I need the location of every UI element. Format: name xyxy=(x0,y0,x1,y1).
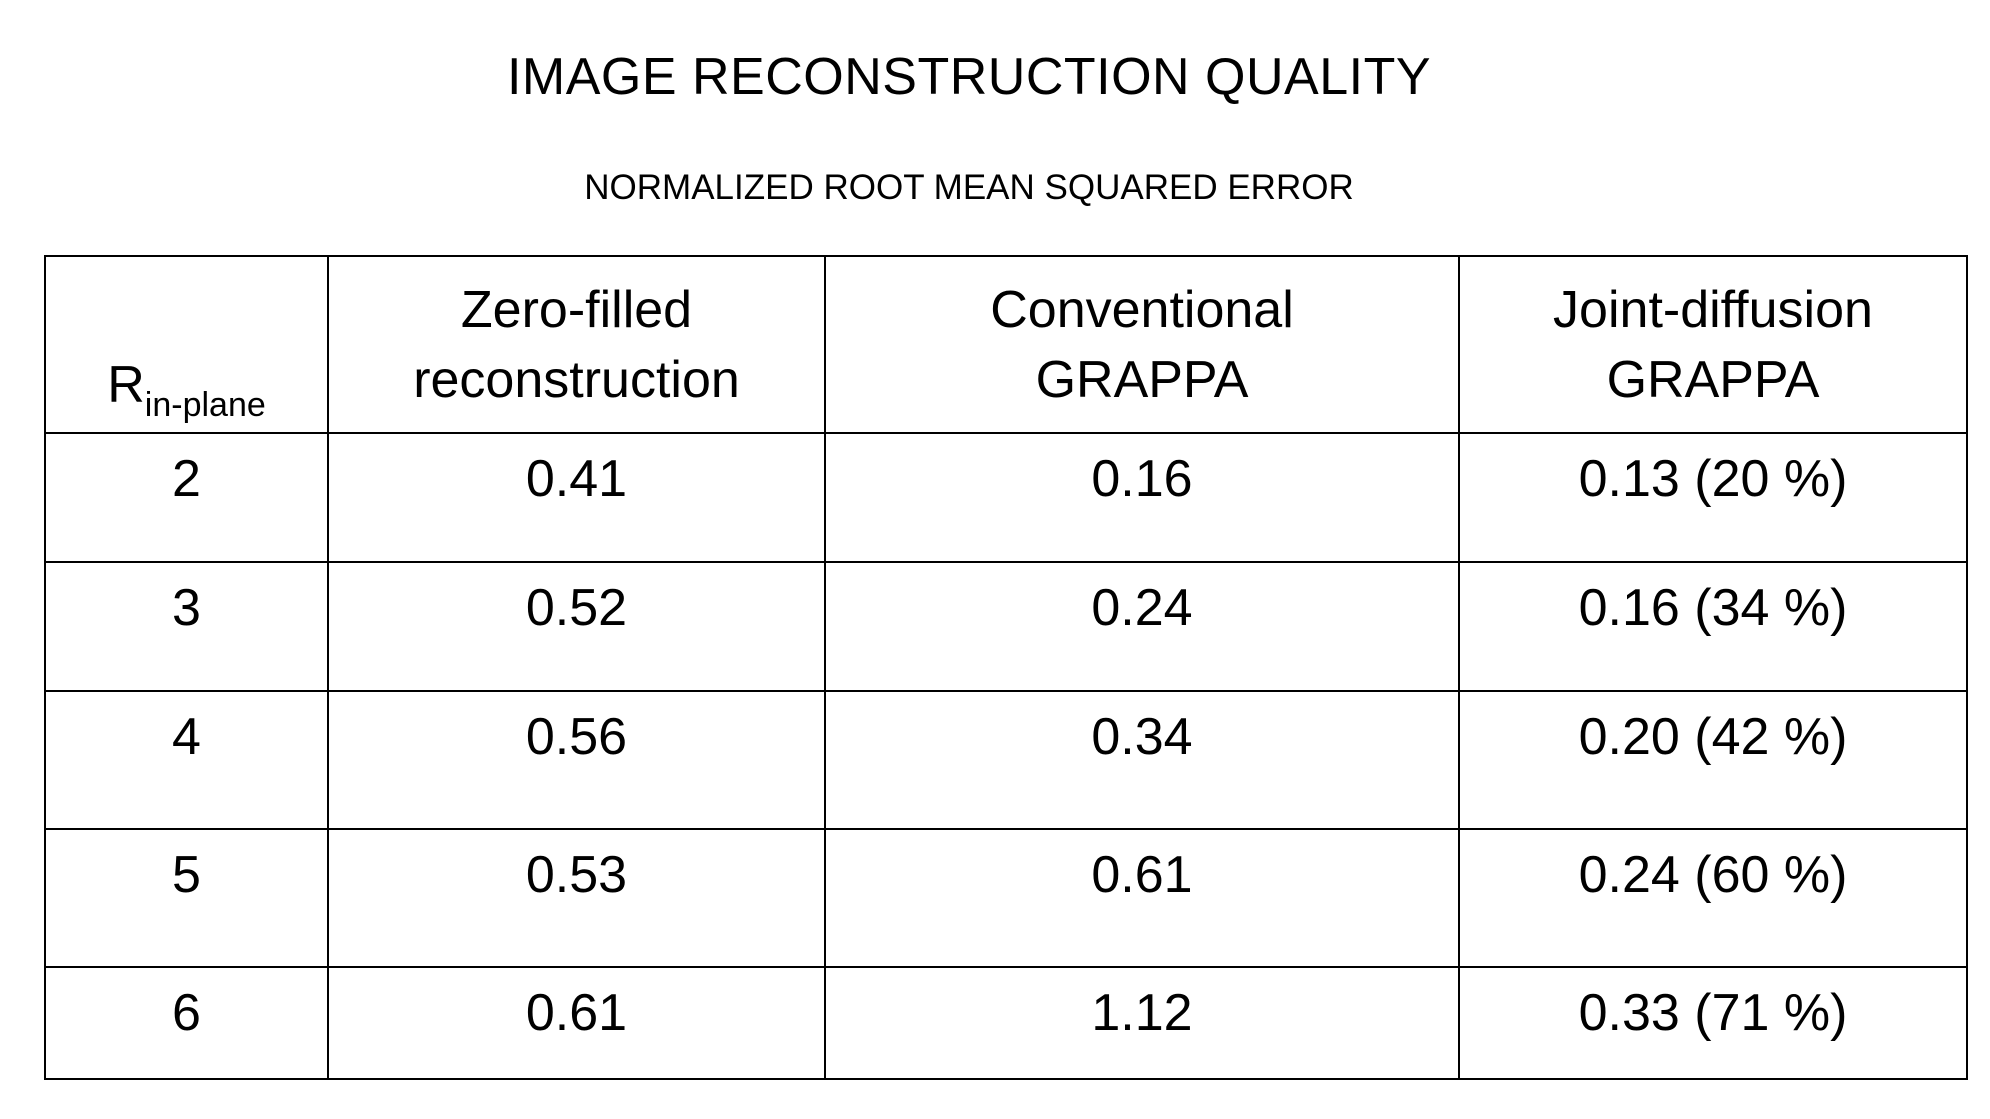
page-title: IMAGE RECONSTRUCTION QUALITY xyxy=(506,48,1432,106)
cell-joint-diffusion: 0.16 (34 %) xyxy=(1459,562,1967,691)
table-row xyxy=(45,562,1967,691)
header-zero-filled-line1: Zero-filled xyxy=(460,280,693,339)
cell-zero-filled: 0.41 xyxy=(328,433,825,562)
cell-r: 3 xyxy=(45,562,328,691)
table-row xyxy=(45,967,1967,1079)
header-joint-diffusion-line2: GRAPPA xyxy=(1606,350,1820,409)
cell-joint-diffusion: 0.33 (71 %) xyxy=(1459,967,1967,1079)
cell-r: 4 xyxy=(45,691,328,829)
cell-conventional: 0.34 xyxy=(825,691,1459,829)
cell-joint-diffusion: 0.13 (20 %) xyxy=(1459,433,1967,562)
results-table xyxy=(44,255,1968,1080)
header-zero-filled-line2: reconstruction xyxy=(413,350,740,409)
page-subtitle: NORMALIZED ROOT MEAN SQUARED ERROR xyxy=(584,168,1354,207)
header-r-in-plane xyxy=(45,256,328,433)
header-conventional-line1: Conventional xyxy=(990,280,1294,339)
cell-conventional: 1.12 xyxy=(825,967,1459,1079)
cell-conventional: 0.16 xyxy=(825,433,1459,562)
header-conventional xyxy=(825,256,1459,433)
cell-conventional: 0.61 xyxy=(825,829,1459,967)
cell-joint-diffusion: 0.20 (42 %) xyxy=(1459,691,1967,829)
table-row xyxy=(45,691,1967,829)
cell-zero-filled: 0.61 xyxy=(328,967,825,1079)
header-zero-filled xyxy=(328,256,825,433)
table-row xyxy=(45,829,1967,967)
cell-conventional: 0.24 xyxy=(825,562,1459,691)
table-row xyxy=(45,433,1967,562)
cell-joint-diffusion: 0.24 (60 %) xyxy=(1459,829,1967,967)
table-header-row xyxy=(45,256,1967,433)
cell-zero-filled: 0.53 xyxy=(328,829,825,967)
header-joint-diffusion xyxy=(1459,256,1967,433)
cell-r: 2 xyxy=(45,433,328,562)
cell-zero-filled: 0.52 xyxy=(328,562,825,691)
cell-zero-filled: 0.56 xyxy=(328,691,825,829)
header-conventional-line2: GRAPPA xyxy=(1035,350,1249,409)
header-joint-diffusion-line1: Joint-diffusion xyxy=(1553,280,1873,339)
cell-r: 6 xyxy=(45,967,328,1079)
header-r-main: R xyxy=(107,356,145,414)
header-r-subscript: in-plane xyxy=(144,386,266,424)
cell-r: 5 xyxy=(45,829,328,967)
